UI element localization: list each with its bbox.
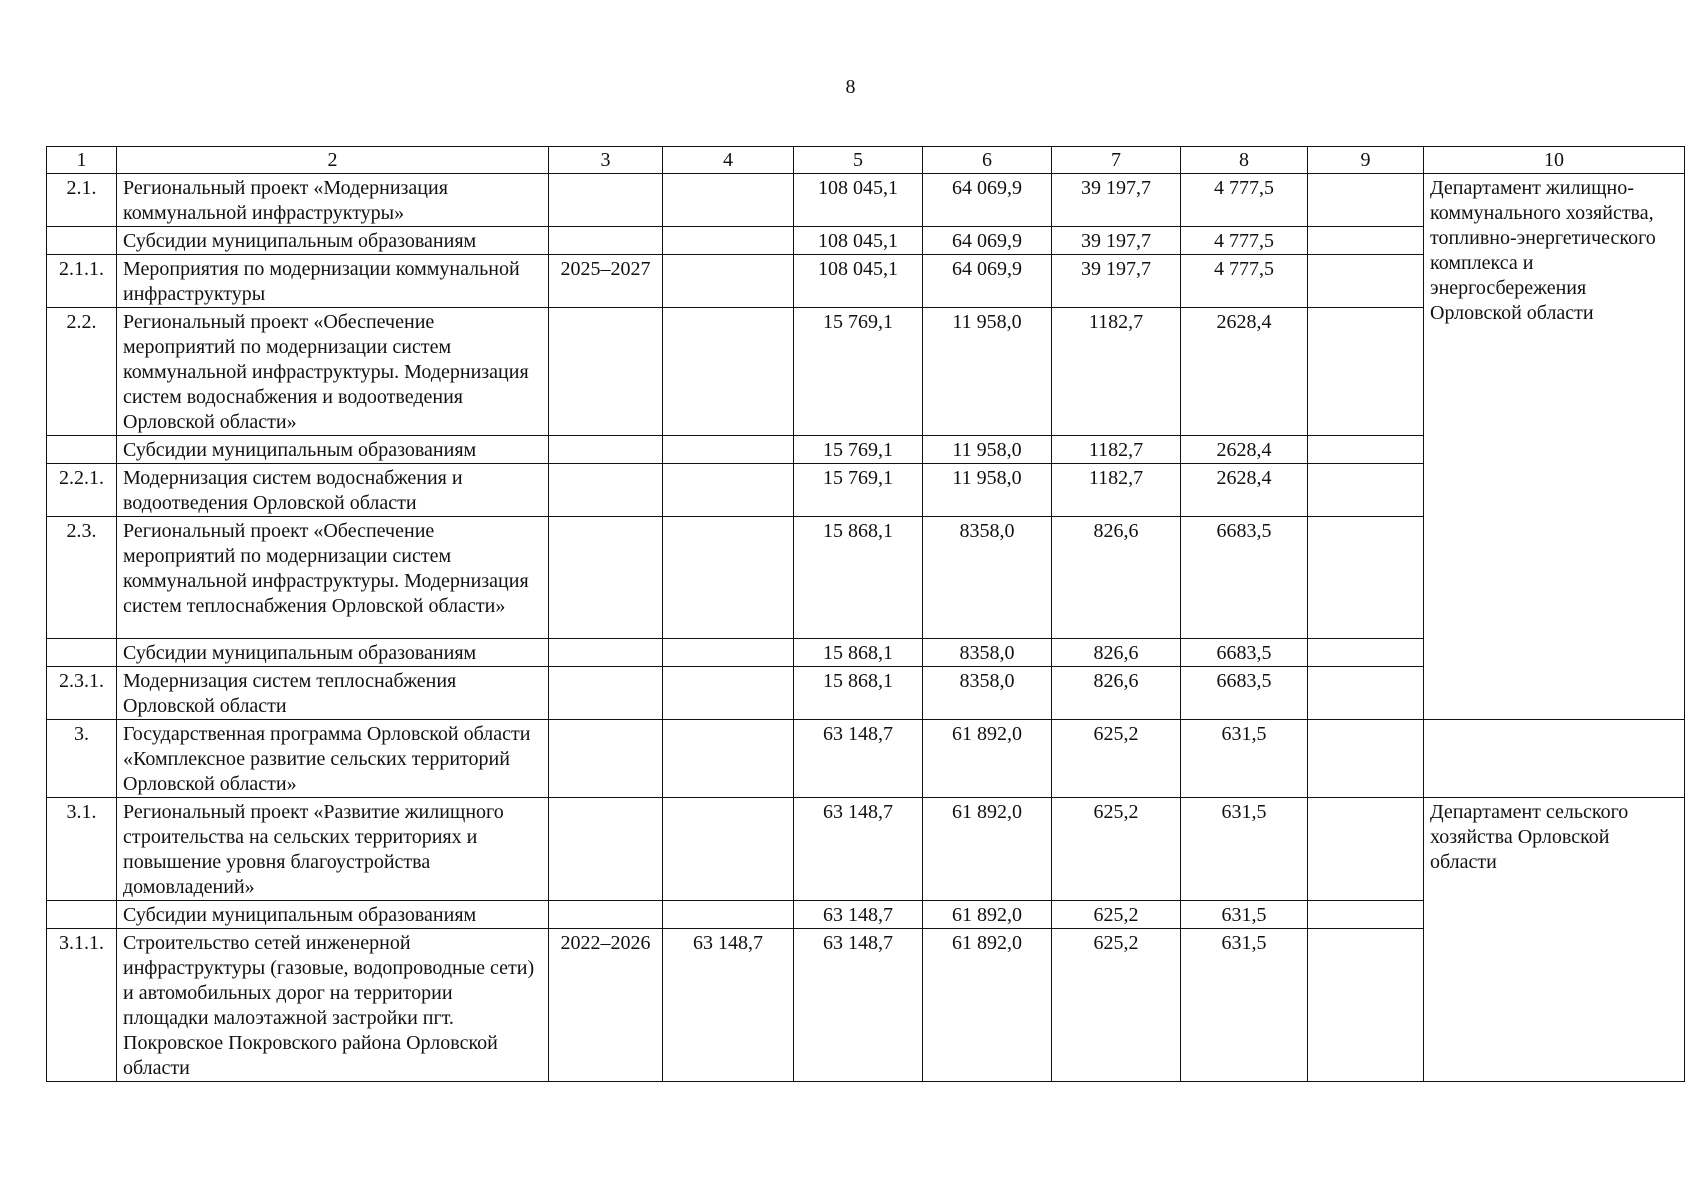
period-cell: 2025–2027 [549, 255, 663, 308]
row-title-cell: Модернизация систем водоснабжения и водоотведения Орловской области [117, 464, 549, 517]
col4-cell [663, 308, 794, 436]
col6-cell: 61 892,0 [923, 720, 1052, 798]
row-number-cell [47, 227, 117, 255]
responsible-executor-cell: Департамент сельского хозяйства Орловской области [1424, 798, 1685, 1082]
period-cell [549, 720, 663, 798]
col9-cell [1308, 255, 1424, 308]
col5-cell: 15 868,1 [794, 667, 923, 720]
col8-cell: 631,5 [1181, 720, 1308, 798]
col6-cell: 64 069,9 [923, 255, 1052, 308]
col7-cell: 39 197,7 [1052, 174, 1181, 227]
row-number-cell: 2.1. [47, 174, 117, 227]
col7-cell: 826,6 [1052, 517, 1181, 639]
header-cell: 6 [923, 147, 1052, 174]
row-title-cell: Модернизация систем теплоснабжения Орловской области [117, 667, 549, 720]
row-title-cell: Субсидии муниципальным образованиям [117, 901, 549, 929]
col5-cell: 15 868,1 [794, 639, 923, 667]
col8-cell: 2628,4 [1181, 308, 1308, 436]
col7-cell: 826,6 [1052, 639, 1181, 667]
header-cell: 10 [1424, 147, 1685, 174]
col7-cell: 1182,7 [1052, 464, 1181, 517]
col4-cell [663, 255, 794, 308]
col6-cell: 8358,0 [923, 517, 1052, 639]
period-cell [549, 639, 663, 667]
row-number-cell [47, 901, 117, 929]
row-title-cell: Государственная программа Орловской области «Комплексное развитие сельских территорий Орловской области» [117, 720, 549, 798]
col9-cell [1308, 436, 1424, 464]
period-cell [549, 308, 663, 436]
table-row [47, 798, 1685, 901]
header-cell: 7 [1052, 147, 1181, 174]
col5-cell: 63 148,7 [794, 720, 923, 798]
row-number-cell: 2.1.1. [47, 255, 117, 308]
table-row [47, 720, 1685, 798]
row-title-cell: Мероприятия по модернизации коммунальной инфраструктуры [117, 255, 549, 308]
header-cell: 3 [549, 147, 663, 174]
table-row [47, 174, 1685, 227]
period-cell [549, 901, 663, 929]
row-number-cell: 2.2.1. [47, 464, 117, 517]
col7-cell: 39 197,7 [1052, 255, 1181, 308]
row-number-cell: 2.3. [47, 517, 117, 639]
col9-cell [1308, 174, 1424, 227]
col6-cell: 11 958,0 [923, 436, 1052, 464]
page-number: 8 [845, 76, 856, 98]
col5-cell: 63 148,7 [794, 798, 923, 901]
col7-cell: 1182,7 [1052, 436, 1181, 464]
col7-cell: 625,2 [1052, 901, 1181, 929]
col8-cell: 631,5 [1181, 929, 1308, 1082]
row-title-cell: Региональный проект «Развитие жилищного строительства на сельских территориях и повышение уровня благоустройства домовладений» [117, 798, 549, 901]
col4-cell [663, 720, 794, 798]
col4-cell [663, 667, 794, 720]
col9-cell [1308, 464, 1424, 517]
col9-cell [1308, 667, 1424, 720]
row-number-cell: 2.3.1. [47, 667, 117, 720]
col5-cell: 63 148,7 [794, 929, 923, 1082]
col8-cell: 2628,4 [1181, 464, 1308, 517]
col7-cell: 1182,7 [1052, 308, 1181, 436]
col6-cell: 61 892,0 [923, 901, 1052, 929]
row-title-cell: Региональный проект «Обеспечение мероприятий по модернизации систем коммунальной инфраструктуры. Модернизация систем теплоснабжения Орловской области» [117, 517, 549, 639]
col6-cell: 8358,0 [923, 667, 1052, 720]
col7-cell: 826,6 [1052, 667, 1181, 720]
period-cell [549, 227, 663, 255]
responsible-executor-cell: Департамент жилищно-коммунального хозяйства, топливно-энергетического комплекса и энергосбережения Орловской области [1424, 174, 1685, 720]
col5-cell: 15 868,1 [794, 517, 923, 639]
col8-cell: 4 777,5 [1181, 255, 1308, 308]
col4-cell [663, 436, 794, 464]
col4-cell [663, 798, 794, 901]
header-row [47, 147, 1685, 174]
row-number-cell: 3.1.1. [47, 929, 117, 1082]
col5-cell: 63 148,7 [794, 901, 923, 929]
col8-cell: 631,5 [1181, 798, 1308, 901]
row-title-cell: Субсидии муниципальным образованиям [117, 639, 549, 667]
col5-cell: 108 045,1 [794, 174, 923, 227]
col6-cell: 61 892,0 [923, 929, 1052, 1082]
header-cell: 5 [794, 147, 923, 174]
header-cell: 1 [47, 147, 117, 174]
period-cell: 2022–2026 [549, 929, 663, 1082]
header-cell: 4 [663, 147, 794, 174]
col4-cell [663, 901, 794, 929]
row-number-cell [47, 436, 117, 464]
row-title-cell: Субсидии муниципальным образованиям [117, 436, 549, 464]
col8-cell: 6683,5 [1181, 639, 1308, 667]
row-number-cell: 3. [47, 720, 117, 798]
col8-cell: 6683,5 [1181, 667, 1308, 720]
col4-cell [663, 639, 794, 667]
responsible-executor-cell [1424, 720, 1685, 798]
col6-cell: 64 069,9 [923, 227, 1052, 255]
period-cell [549, 174, 663, 227]
col9-cell [1308, 720, 1424, 798]
period-cell [549, 517, 663, 639]
header-cell: 8 [1181, 147, 1308, 174]
col4-cell [663, 464, 794, 517]
col9-cell [1308, 639, 1424, 667]
col6-cell: 11 958,0 [923, 308, 1052, 436]
col5-cell: 15 769,1 [794, 436, 923, 464]
period-cell [549, 667, 663, 720]
col8-cell: 4 777,5 [1181, 227, 1308, 255]
col9-cell [1308, 798, 1424, 901]
row-title-cell: Региональный проект «Модернизация коммунальной инфраструктуры» [117, 174, 549, 227]
col4-cell: 63 148,7 [663, 929, 794, 1082]
col5-cell: 108 045,1 [794, 227, 923, 255]
period-cell [549, 798, 663, 901]
col6-cell: 61 892,0 [923, 798, 1052, 901]
col8-cell: 2628,4 [1181, 436, 1308, 464]
col5-cell: 15 769,1 [794, 464, 923, 517]
col8-cell: 4 777,5 [1181, 174, 1308, 227]
col9-cell [1308, 929, 1424, 1082]
col9-cell [1308, 308, 1424, 436]
row-title-cell: Субсидии муниципальным образованиям [117, 227, 549, 255]
col7-cell: 39 197,7 [1052, 227, 1181, 255]
col7-cell: 625,2 [1052, 798, 1181, 901]
col6-cell: 64 069,9 [923, 174, 1052, 227]
funding-table [46, 146, 1685, 1082]
header-cell: 2 [117, 147, 549, 174]
col7-cell: 625,2 [1052, 929, 1181, 1082]
row-number-cell: 2.2. [47, 308, 117, 436]
col9-cell [1308, 517, 1424, 639]
col6-cell: 8358,0 [923, 639, 1052, 667]
col4-cell [663, 174, 794, 227]
col6-cell: 11 958,0 [923, 464, 1052, 517]
col9-cell [1308, 901, 1424, 929]
col4-cell [663, 227, 794, 255]
period-cell [549, 436, 663, 464]
col9-cell [1308, 227, 1424, 255]
col5-cell: 108 045,1 [794, 255, 923, 308]
col4-cell [663, 517, 794, 639]
row-title-cell: Региональный проект «Обеспечение мероприятий по модернизации систем коммунальной инфраструктуры. Модернизация систем водоснабжения и водоотведения Орловской области» [117, 308, 549, 436]
period-cell [549, 464, 663, 517]
col5-cell: 15 769,1 [794, 308, 923, 436]
col8-cell: 6683,5 [1181, 517, 1308, 639]
header-cell: 9 [1308, 147, 1424, 174]
row-title-cell: Строительство сетей инженерной инфраструктуры (газовые, водопроводные сети) и автомобильных дорог на территории площадки малоэтажной застройки пгт. Покровское Покровского района Орловской области [117, 929, 549, 1082]
row-number-cell: 3.1. [47, 798, 117, 901]
col8-cell: 631,5 [1181, 901, 1308, 929]
col7-cell: 625,2 [1052, 720, 1181, 798]
row-number-cell [47, 639, 117, 667]
